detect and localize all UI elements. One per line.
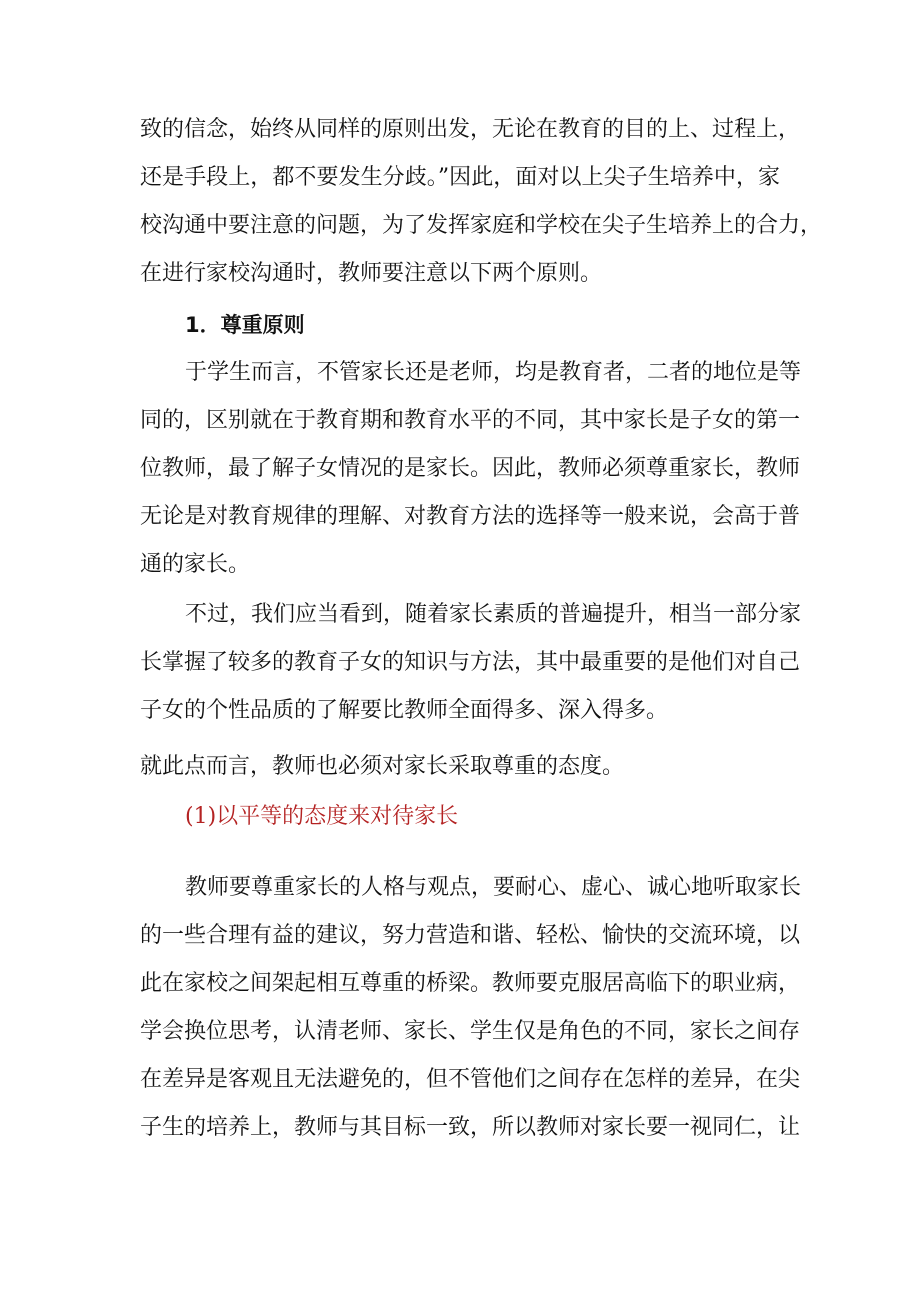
paragraph-line: 还是手段上，都不要发生分歧。”因此，面对以上尖子生培养中，家 <box>140 165 780 190</box>
paragraph-line: 就此点而言，教师也必须对家长采取尊重的态度。 <box>140 754 625 779</box>
paragraph-line: 教师要尊重家长的人格与观点，要耐心、虚心、诚心地听取家长 <box>185 875 802 900</box>
section-heading: 1．尊重原则 <box>185 313 305 337</box>
paragraph-line: 于学生而言，不管家长还是老师，均是教育者，二者的地位是等 <box>185 360 802 385</box>
paragraph-line: 长掌握了较多的教育子女的知识与方法，其中最重要的是他们对自己 <box>140 650 801 675</box>
paragraph-line: 的一些合理有益的建议，努力营造和谐、轻松、愉快的交流环境，以 <box>140 923 801 948</box>
paragraph-line: 在差异是客观且无法避免的，但不管他们之间存在怎样的差异，在尖 <box>140 1067 801 1092</box>
paragraph-line: 学会换位思考，认清老师、家长、学生仅是角色的不同，家长之间存 <box>140 1019 801 1044</box>
paragraph-line: 子女的个性品质的了解要比教师全面得多、深入得多。 <box>140 698 669 723</box>
paragraph-line: 同的，区别就在于教育期和教育水平的不同，其中家长是子女的第一 <box>140 408 801 433</box>
paragraph-line: 不过，我们应当看到，随着家长素质的普遍提升，相当一部分家 <box>185 602 802 627</box>
paragraph-line: 此在家校之间架起相互尊重的桥梁。教师要克服居高临下的职业病， <box>140 971 801 996</box>
paragraph-line: 致的信念，始终从同样的原则出发，无论在教育的目的上、过程上， <box>140 117 801 142</box>
paragraph-line: 通的家长。 <box>140 552 251 577</box>
paragraph-line: 无论是对教育规律的理解、对教育方法的选择等一般来说，会高于普 <box>140 504 801 529</box>
sub-heading: (1)以平等的态度来对待家长 <box>185 804 459 829</box>
paragraph-line: 子生的培养上，教师与其目标一致，所以教师对家长要一视同仁，让 <box>140 1115 801 1140</box>
paragraph-line: 校沟通中要注意的问题，为了发挥家庭和学校在尖子生培养上的合力， <box>140 213 823 238</box>
paragraph-line: 在进行家校沟通时，教师要注意以下两个原则。 <box>140 261 603 286</box>
paragraph-line: 位教师，最了解子女情况的是家长。因此，教师必须尊重家长，教师 <box>140 456 801 481</box>
